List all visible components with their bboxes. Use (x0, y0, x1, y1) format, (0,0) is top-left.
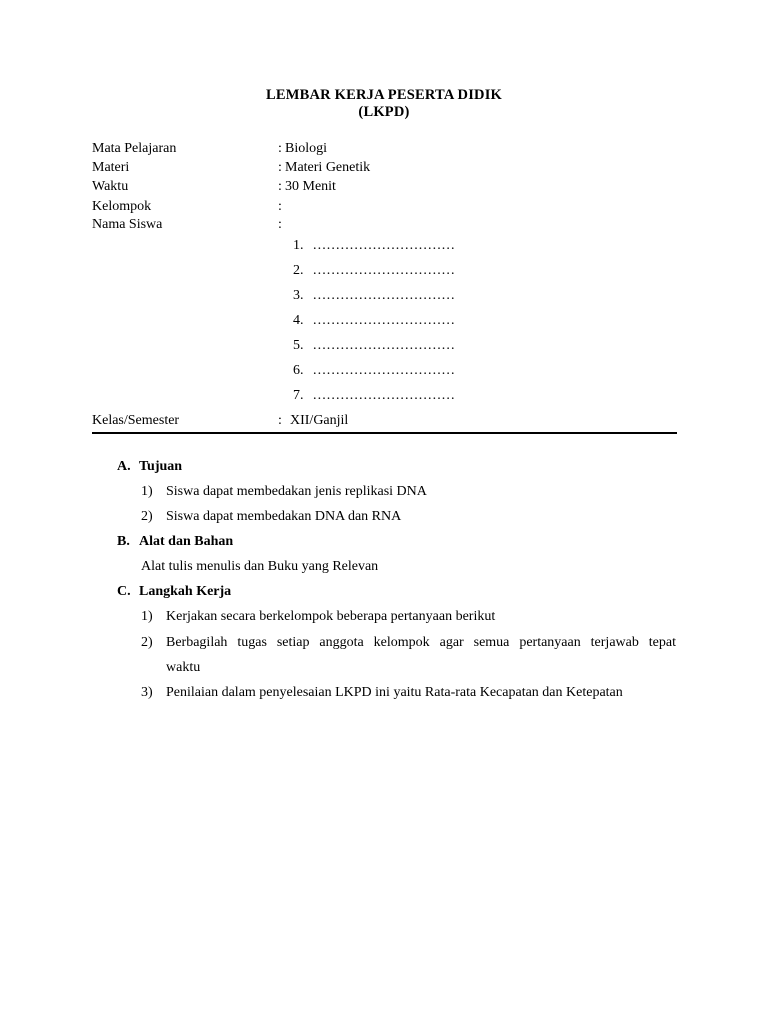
member-number: 2. (293, 263, 304, 278)
section-heading-langkah-kerja (117, 583, 231, 601)
item-text-continuation: waktu (166, 660, 201, 675)
section-letter: B. (117, 534, 130, 549)
document-title: LEMBAR KERJA PESERTA DIDIK (265, 87, 503, 103)
info-value: 30 Menit (285, 179, 336, 194)
section-title: Tujuan (139, 459, 183, 474)
info-label: Nama Siswa (92, 217, 163, 232)
info-colon: : (278, 179, 282, 194)
member-dots: ............................... (313, 313, 456, 328)
info-colon: : (278, 160, 282, 175)
item-text: Siswa dapat membedakan jenis replikasi DNA (166, 484, 427, 499)
member-dots: ............................... (313, 288, 456, 303)
section-letter: A. (117, 459, 131, 474)
member-number: 3. (293, 288, 304, 303)
member-number: 4. (293, 313, 304, 328)
info-label: Kelompok (92, 199, 152, 214)
member-line (293, 387, 456, 405)
info-colon: : (278, 141, 282, 156)
item-number: 1) (141, 484, 153, 499)
member-dots: ............................... (313, 363, 456, 378)
section-heading-tujuan (117, 458, 182, 476)
info-label: Waktu (92, 179, 129, 194)
section-title: Alat dan Bahan (139, 534, 234, 549)
section-title: Langkah Kerja (139, 584, 232, 599)
info-value: XII/Ganjil (290, 413, 349, 428)
member-line (293, 362, 456, 380)
info-label: Kelas/Semester (92, 413, 180, 428)
info-colon: : (278, 199, 282, 214)
item-text: Siswa dapat membedakan DNA dan RNA (166, 509, 402, 524)
info-label: Materi (92, 160, 130, 175)
member-number: 6. (293, 363, 304, 378)
item-number: 1) (141, 609, 153, 624)
member-number: 5. (293, 338, 304, 353)
member-number: 7. (293, 388, 304, 403)
member-line (293, 262, 456, 280)
info-colon: : (278, 413, 282, 428)
member-line (293, 337, 456, 355)
member-dots: ............................... (313, 263, 456, 278)
info-label: Mata Pelajaran (92, 141, 177, 156)
item-text: Penilaian dalam penyelesaian LKPD ini yaitu Rata-rata Kecapatan dan Ketepatan (166, 685, 623, 700)
member-line (293, 237, 456, 255)
alat-bahan-text: Alat tulis menulis dan Buku yang Relevan (141, 559, 379, 574)
member-line (293, 287, 456, 305)
item-text: Berbagilah tugas setiap anggota kelompok agar semua pertanyaan terjawab tepat (166, 635, 676, 650)
member-dots: ............................... (313, 338, 456, 353)
item-text: Kerjakan secara berkelompok beberapa pertanyaan berikut (166, 609, 496, 624)
member-line (293, 312, 456, 330)
info-colon: : (278, 217, 282, 232)
item-number: 3) (141, 685, 153, 700)
info-value: Biologi (285, 141, 328, 156)
member-dots: ............................... (313, 388, 456, 403)
item-number: 2) (141, 635, 153, 650)
member-number: 1. (293, 238, 304, 253)
document-subtitle: (LKPD) (358, 104, 410, 120)
header-divider (92, 432, 677, 434)
section-heading-alat-bahan (117, 533, 233, 551)
member-dots: ............................... (313, 238, 456, 253)
item-number: 2) (141, 509, 153, 524)
section-letter: C. (117, 584, 131, 599)
info-value: Materi Genetik (285, 160, 371, 175)
